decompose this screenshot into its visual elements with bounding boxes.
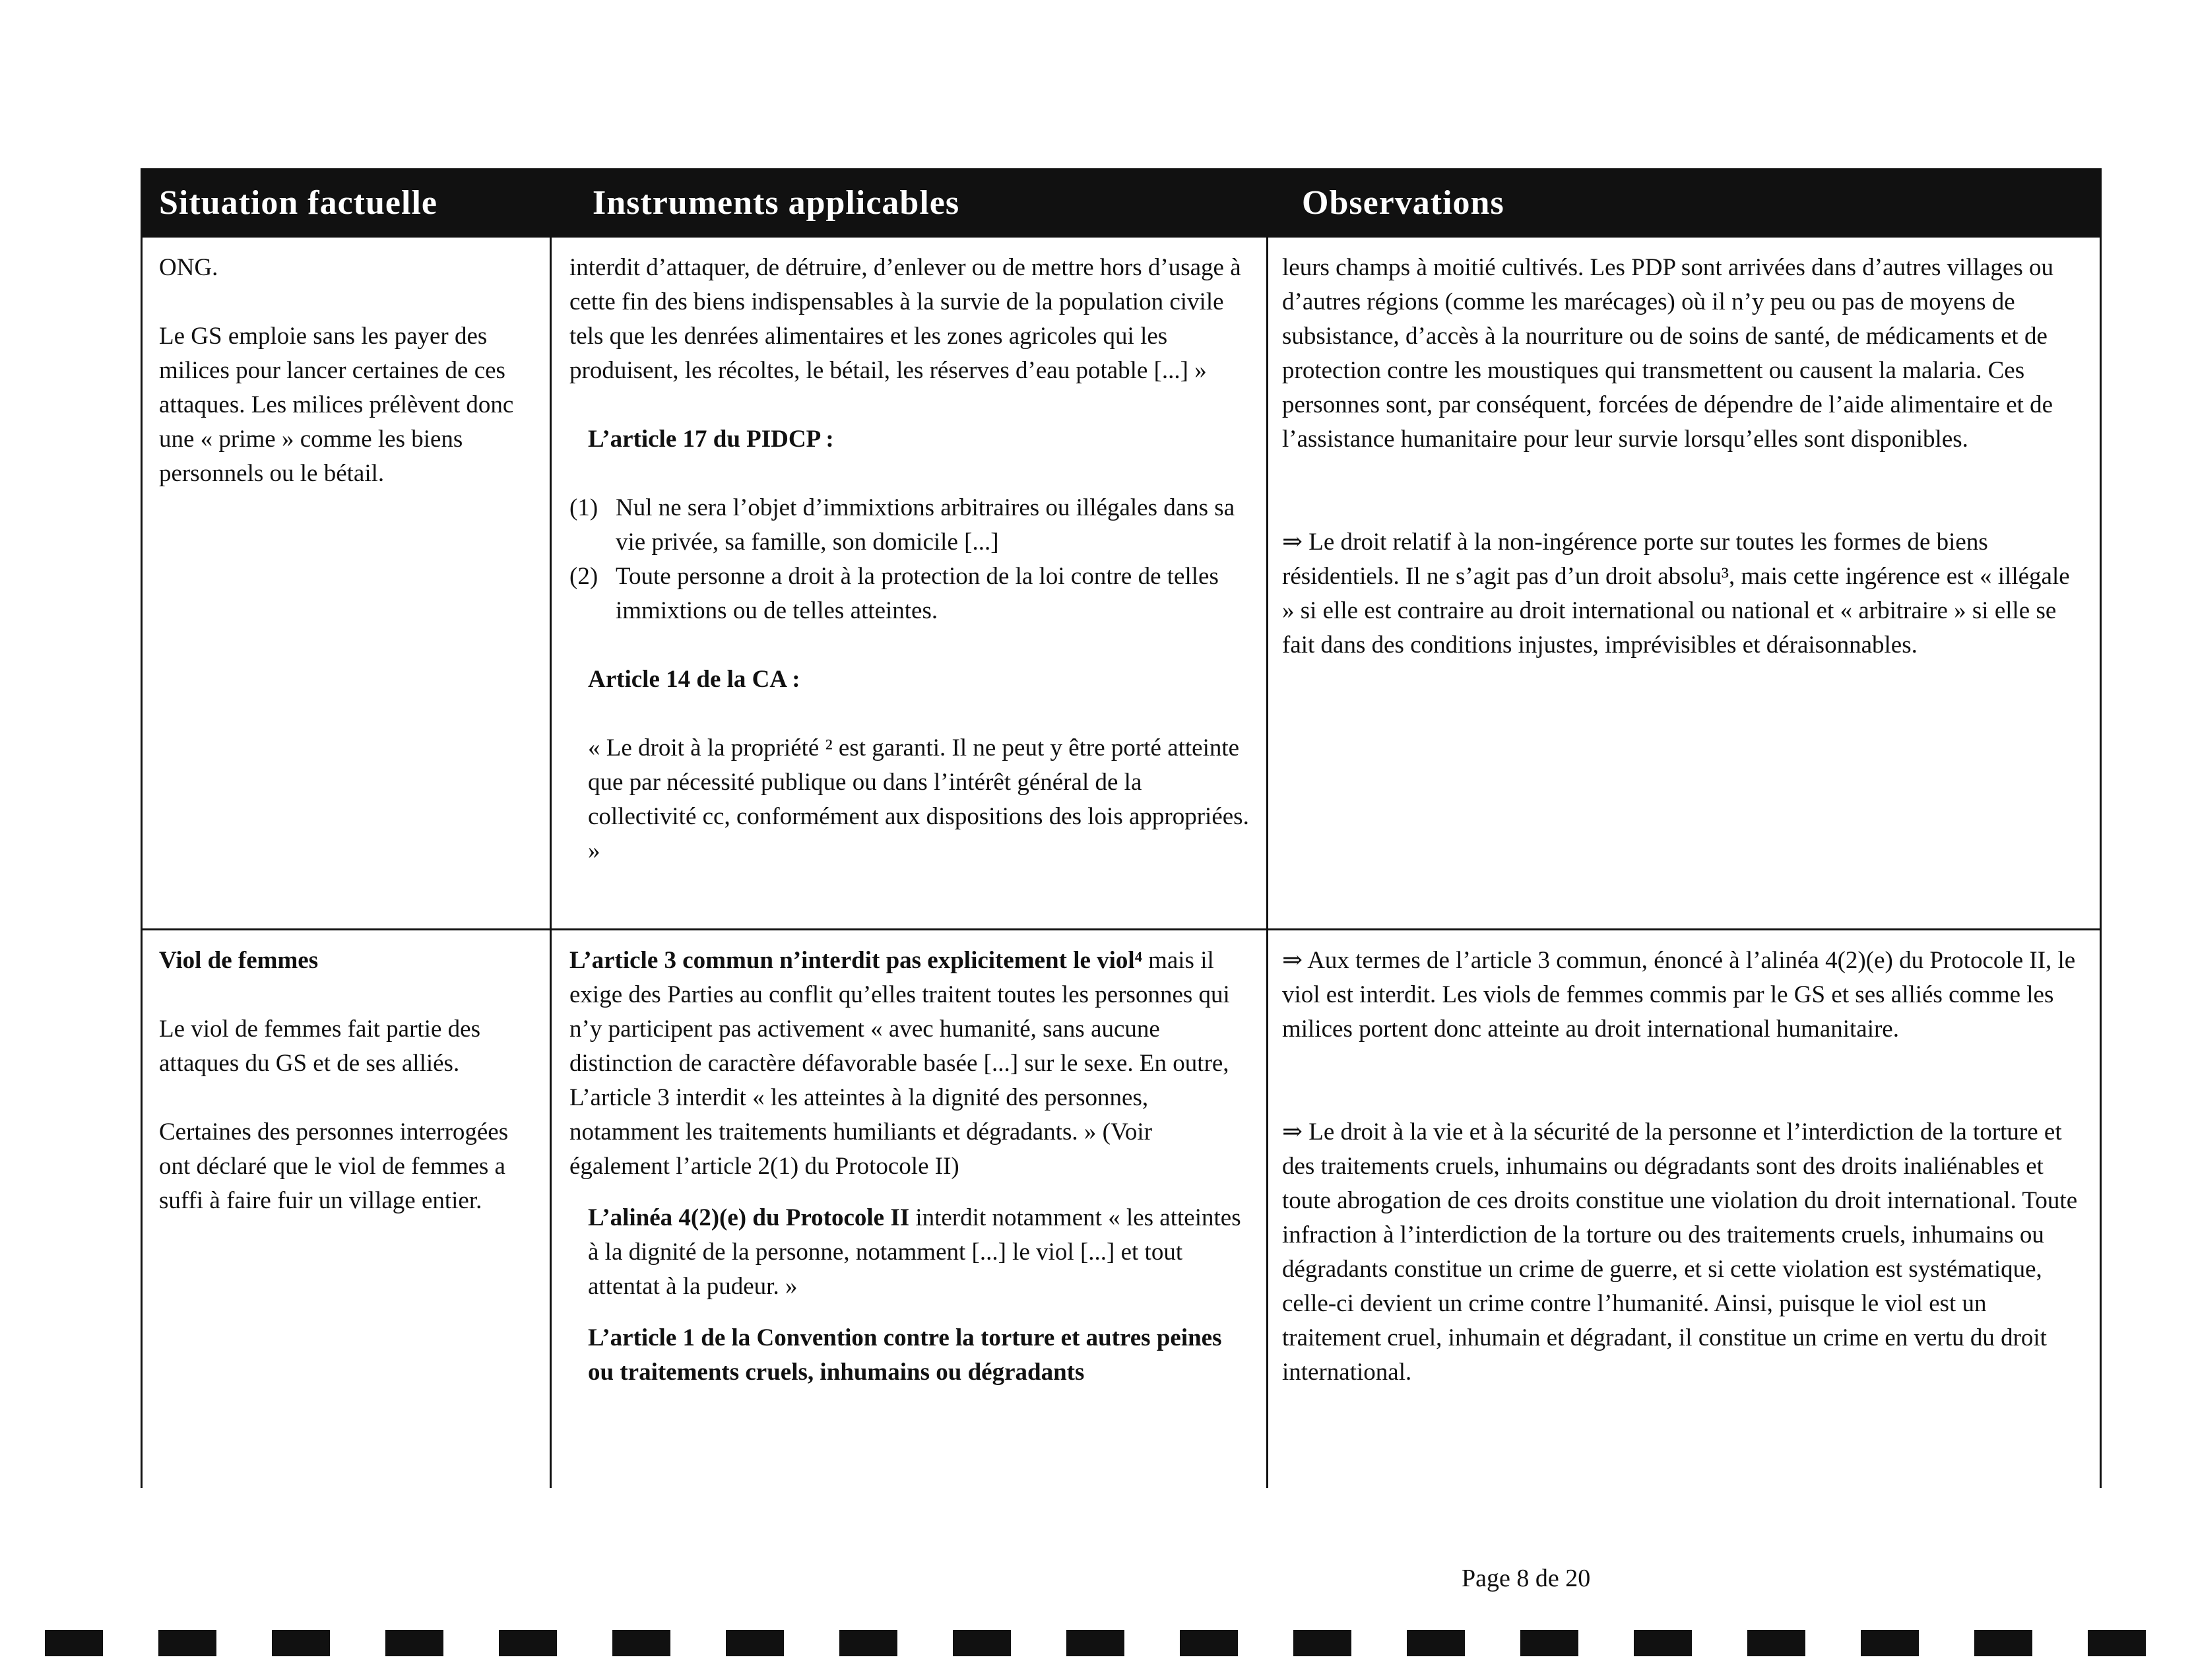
list-item [569, 560, 1249, 628]
header-observations: Observations [1302, 184, 1504, 222]
dash-mark [1520, 1630, 1578, 1656]
dash-mark [1747, 1630, 1805, 1656]
dash-mark [1066, 1630, 1124, 1656]
header-situation: Situation factuelle [159, 184, 437, 222]
situation-text: Le viol de femmes fait partie des attaques du GS et de ses alliés. [159, 1016, 480, 1077]
border-left [141, 238, 143, 1488]
dash-mark [1974, 1630, 2032, 1656]
dash-mark [726, 1630, 784, 1656]
list-number: (2) [569, 563, 598, 590]
page-number: Page 8 de 20 [1462, 1565, 1591, 1592]
instrument-text-rest: mais il exige des Parties au conflit qu’elles traitent toutes les personnes qui n’y participent pas activement « avec humanité, sans aucune distinction de caractère défavorable basée [...] sur le sexe. En outre, L’article 3 interdit « les atteintes à la dignité des personnes, notamment les traitements humiliants et dégradants. » (Voir également l’article 2(1) du Protocole II) [569, 947, 1230, 1180]
border-right [2100, 238, 2102, 1488]
header-instruments: Instruments applicables [593, 184, 960, 222]
list-text: Nul ne sera l’objet d’immixtions arbitraires ou illégales dans sa vie privée, sa famille, son domicile [...] [616, 494, 1235, 556]
row-divider [141, 928, 2102, 930]
divider-col2 [1266, 238, 1268, 1488]
bottom-dash-strip [0, 1630, 2194, 1656]
instrument-heading: Article 14 de la CA : [588, 666, 800, 693]
analysis-table [141, 168, 2102, 1488]
dash-mark [272, 1630, 330, 1656]
instrument-bold-lead: L’alinéa 4(2)(e) du Protocole II [588, 1204, 910, 1231]
observation-text: leurs champs à moitié cultivés. Les PDP sont arrivées dans d’autres villages ou d’autres régions (comme les marécages) où il n’y peu ou pas de moyens de subsistance, d’accès à la nourriture ou de soins de santé, de médicaments et de protection contre les moustiques qui transmettent ou causent la malaria. Ces personnes sont, par conséquent, forcées de dépendre de l’aide alimentaire et de l’assistance humanitaire pour leur survie lorsqu’elles sont disponibles. [1282, 254, 2054, 453]
situation-title: Viol de femmes [159, 947, 319, 974]
dash-mark [953, 1630, 1011, 1656]
row2-instruments [569, 944, 1249, 1390]
instrument-quote: « Le droit à la propriété ² est garanti. Il ne peut y être porté atteinte que par nécessité publique ou dans l’intérêt général de la collectivité cc, conformément aux dispositions des lois appropriées. » [588, 734, 1249, 864]
observation-text: ⇒ Le droit à la vie et à la sécurité de la personne et l’interdiction de la torture et des traitements cruels, inhumains ou dégradants sont des droits inaliénables et toute abrogation de ces droits constitue une violation du droit international. Toute infraction à l’interdiction de la torture ou des traitements cruels, inhumains ou dégradants constitue un crime de guerre, et si cette violation est systématique, celle-ci devient un crime contre l’humanité. Ainsi, puisque le viol est un traitement cruel, inhumain et dégradant, il constitue un crime en vertu du droit international. [1282, 1118, 2078, 1386]
instrument-heading: L’article 17 du PIDCP : [588, 426, 834, 453]
dash-mark [45, 1630, 103, 1656]
situation-text: Certaines des personnes interrogées ont déclaré que le viol de femmes a suffi à faire fuir un village entier. [159, 1118, 509, 1214]
row1-situation [159, 251, 535, 491]
list-number: (1) [569, 494, 598, 521]
dash-mark [1293, 1630, 1351, 1656]
row1-observations [1282, 251, 2084, 662]
list-text: Toute personne a droit à la protection de la loi contre de telles immixtions ou de telles atteintes. [616, 563, 1219, 624]
instrument-bold-lead: L’article 3 commun n’interdit pas explicitement le viol⁴ [569, 947, 1142, 974]
situation-text: ONG. [159, 254, 218, 281]
dash-mark [839, 1630, 897, 1656]
instrument-heading: L’article 1 de la Convention contre la torture et autres peines ou traitements cruels, inhumains ou dégradants [588, 1324, 1222, 1386]
divider-col1 [550, 238, 552, 1488]
dash-mark [385, 1630, 443, 1656]
dash-mark [1634, 1630, 1692, 1656]
dash-mark [499, 1630, 557, 1656]
dash-mark [1407, 1630, 1465, 1656]
table-header [141, 168, 2102, 238]
dash-mark [2088, 1630, 2146, 1656]
observation-text: ⇒ Aux termes de l’article 3 commun, énoncé à l’alinéa 4(2)(e) du Protocole II, le viol est interdit. Les viols de femmes commis par le GS et ses alliés comme les milices portent donc atteinte au droit international humanitaire. [1282, 947, 2076, 1043]
row1-instruments [569, 251, 1249, 868]
observation-text: ⇒ Le droit relatif à la non-ingérence porte sur toutes les formes de biens résidentiels. Il ne s’agit pas d’un droit absolu³, mais cette ingérence est « illégale » si elle est contraire au droit international ou national et « arbitraire » si elle se fait dans des conditions injustes, imprévisibles et déraisonnables. [1282, 529, 2070, 659]
dash-mark [612, 1630, 670, 1656]
instrument-text [569, 944, 1249, 1184]
list-item [569, 491, 1249, 560]
dash-mark [1861, 1630, 1919, 1656]
instrument-text [569, 1201, 1249, 1304]
row2-observations [1282, 944, 2084, 1390]
instrument-text: interdit d’attaquer, de détruire, d’enlever ou de mettre hors d’usage à cette fin des biens indispensables à la survie de la population civile tels que les denrées alimentaires et les zones agricoles qui les produisent, les récoltes, le bétail, les réserves d’eau potable [...] » [569, 254, 1241, 384]
row2-situation [159, 944, 535, 1218]
situation-text: Le GS emploie sans les payer des milices pour lancer certaines de ces attaques. Les milices prélèvent donc une « prime » comme les biens personnels ou le bétail. [159, 323, 514, 487]
dash-mark [1180, 1630, 1238, 1656]
dash-mark [158, 1630, 216, 1656]
instrument-text-rest: interdit notamment « les atteintes à la dignité de la personne, notamment [...] le viol [...] et tout attentat à la pudeur. » [588, 1204, 1241, 1300]
